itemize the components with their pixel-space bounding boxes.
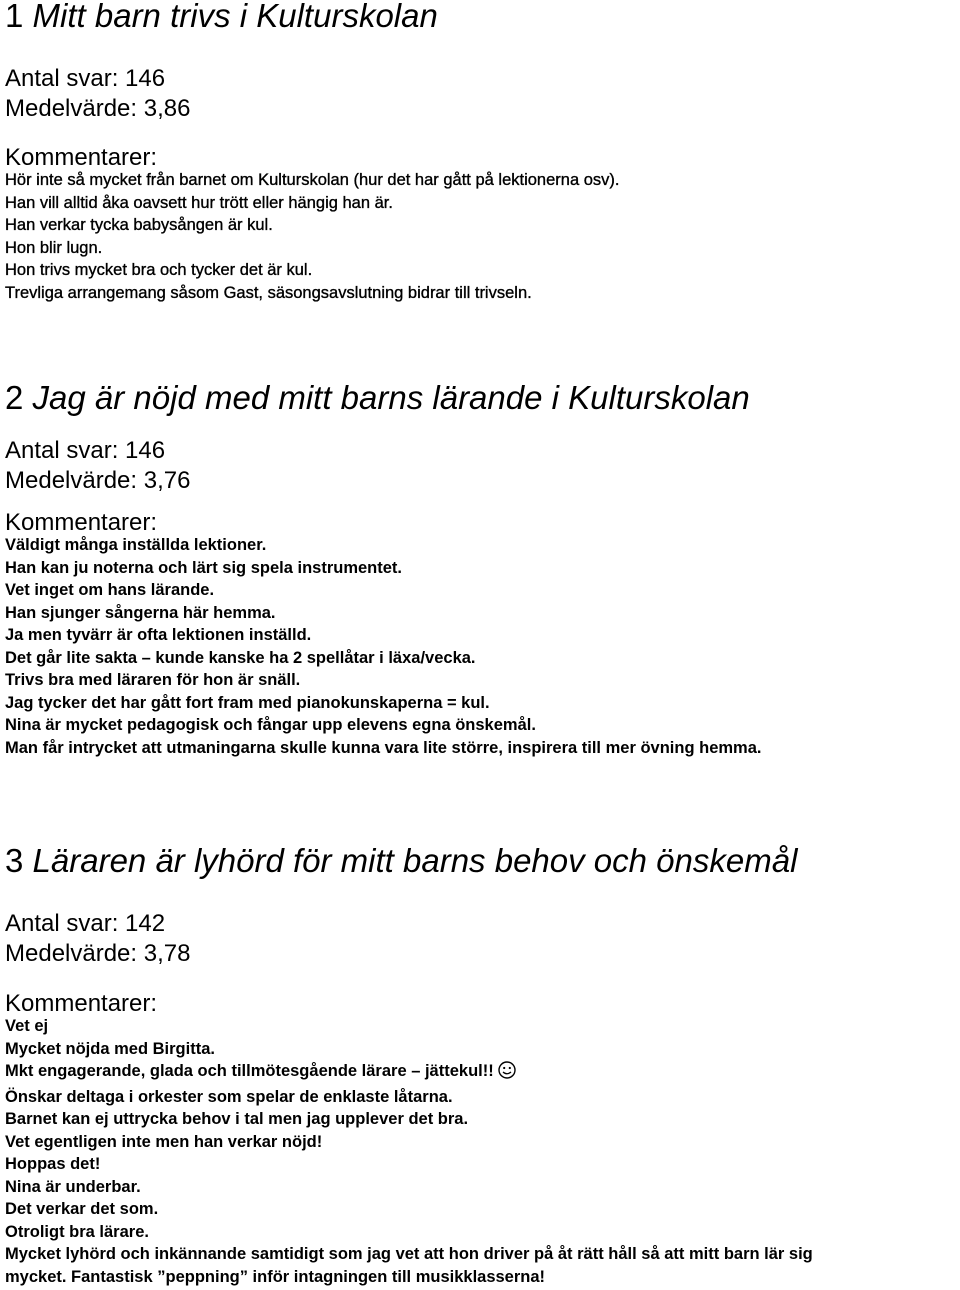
comment-item: Vet egentligen inte men han verkar nöjd! bbox=[5, 1132, 323, 1151]
question-title bbox=[5, 380, 960, 416]
question-text: Mitt barn trivs i Kulturskolan bbox=[32, 0, 438, 34]
comment-item: Hon blir lugn. bbox=[5, 238, 103, 257]
question-number: 2 bbox=[5, 379, 24, 416]
smiley-face-icon bbox=[498, 1061, 516, 1086]
comment-item: Mycket lyhörd och inkännande samtidigt som jag vet att hon driver på åt rätt håll så att mitt barn lär sig bbox=[5, 1245, 813, 1263]
comment-item: Vet ej bbox=[5, 1017, 49, 1035]
question-number: 3 bbox=[5, 842, 24, 879]
comment-item: Mycket nöjda med Birgitta. bbox=[5, 1039, 215, 1058]
question-section-1 bbox=[5, 0, 960, 304]
comments-heading: Kommentarer: bbox=[5, 990, 158, 1017]
mean-value: Medelvärde: 3,86 bbox=[5, 95, 191, 122]
mean-value: Medelvärde: 3,78 bbox=[5, 940, 191, 967]
comments-list bbox=[5, 169, 960, 304]
comment-item: Hoppas det! bbox=[5, 1155, 101, 1173]
comment-item: Han kan ju noterna och lärt sig spela instrumentet. bbox=[5, 558, 402, 577]
answer-count: Antal svar: 142 bbox=[5, 910, 166, 937]
question-title bbox=[5, 0, 960, 34]
question-text: Läraren är lyhörd för mitt barns behov och önskemål bbox=[32, 842, 798, 879]
answer-count: Antal svar: 146 bbox=[5, 65, 166, 92]
answer-count: Antal svar: 146 bbox=[5, 437, 166, 464]
question-section-2 bbox=[5, 380, 960, 759]
comment-item: Man får intrycket att utmaningarna skulle kunna vara lite större, inspirera till mer övning hemma. bbox=[5, 738, 762, 757]
comment-item: Det verkar det som. bbox=[5, 1200, 159, 1218]
question-title bbox=[5, 843, 960, 879]
comment-item: Trivs bra med läraren för hon är snäll. bbox=[5, 671, 301, 689]
question-section-3 bbox=[5, 843, 960, 1288]
comment-item: Trevliga arrangemang såsom Gast, säsongsavslutning bidrar till trivseln. bbox=[5, 283, 532, 302]
comment-item: Väldigt många inställda lektioner. bbox=[5, 536, 267, 554]
comment-item: Vet inget om hans lärande. bbox=[5, 581, 215, 599]
comment-item: Önskar deltaga i orkester som spelar de enklaste låtarna. bbox=[5, 1087, 453, 1106]
comments-list bbox=[5, 534, 960, 759]
comment-item-with-smiley bbox=[5, 1060, 960, 1086]
comments-heading: Kommentarer: bbox=[5, 509, 158, 536]
question-text: Jag är nöjd med mitt barns lärande i Kulturskolan bbox=[32, 379, 750, 416]
comments-list bbox=[5, 1015, 960, 1288]
comment-item: Barnet kan ej uttrycka behov i tal men jag upplever det bra. bbox=[5, 1110, 469, 1128]
comment-item: Nina är underbar. bbox=[5, 1177, 141, 1196]
comment-item: Han vill alltid åka oavsett hur trött eller hängig han är. bbox=[5, 193, 393, 212]
comment-text: Mkt engagerande, glada och tillmötesgående lärare – jättekul!! bbox=[5, 1062, 494, 1080]
comment-item: Nina är mycket pedagogisk och fångar upp elevens egna önskemål. bbox=[5, 716, 536, 734]
comment-item: Ja men tyvärr är ofta lektionen inställd. bbox=[5, 626, 312, 644]
comment-item: Han verkar tycka babysången är kul. bbox=[5, 216, 273, 234]
comment-item: Hör inte så mycket från barnet om Kulturskolan (hur det har gått på lektionerna osv). bbox=[5, 171, 620, 189]
comments-heading: Kommentarer: bbox=[5, 144, 158, 171]
question-number: 1 bbox=[5, 0, 24, 34]
mean-value: Medelvärde: 3,76 bbox=[5, 467, 191, 494]
comment-item: Jag tycker det har gått fort fram med pianokunskaperna = kul. bbox=[5, 693, 490, 712]
comment-item: Det går lite sakta – kunde kanske ha 2 spellåtar i läxa/vecka. bbox=[5, 648, 476, 667]
comment-item: mycket. Fantastisk ”peppning” inför intagningen till musikklasserna! bbox=[5, 1267, 546, 1286]
comment-item: Han sjunger sångerna här hemma. bbox=[5, 603, 276, 622]
comment-item: Hon trivs mycket bra och tycker det är kul. bbox=[5, 261, 313, 279]
comment-item: Otroligt bra lärare. bbox=[5, 1222, 149, 1241]
